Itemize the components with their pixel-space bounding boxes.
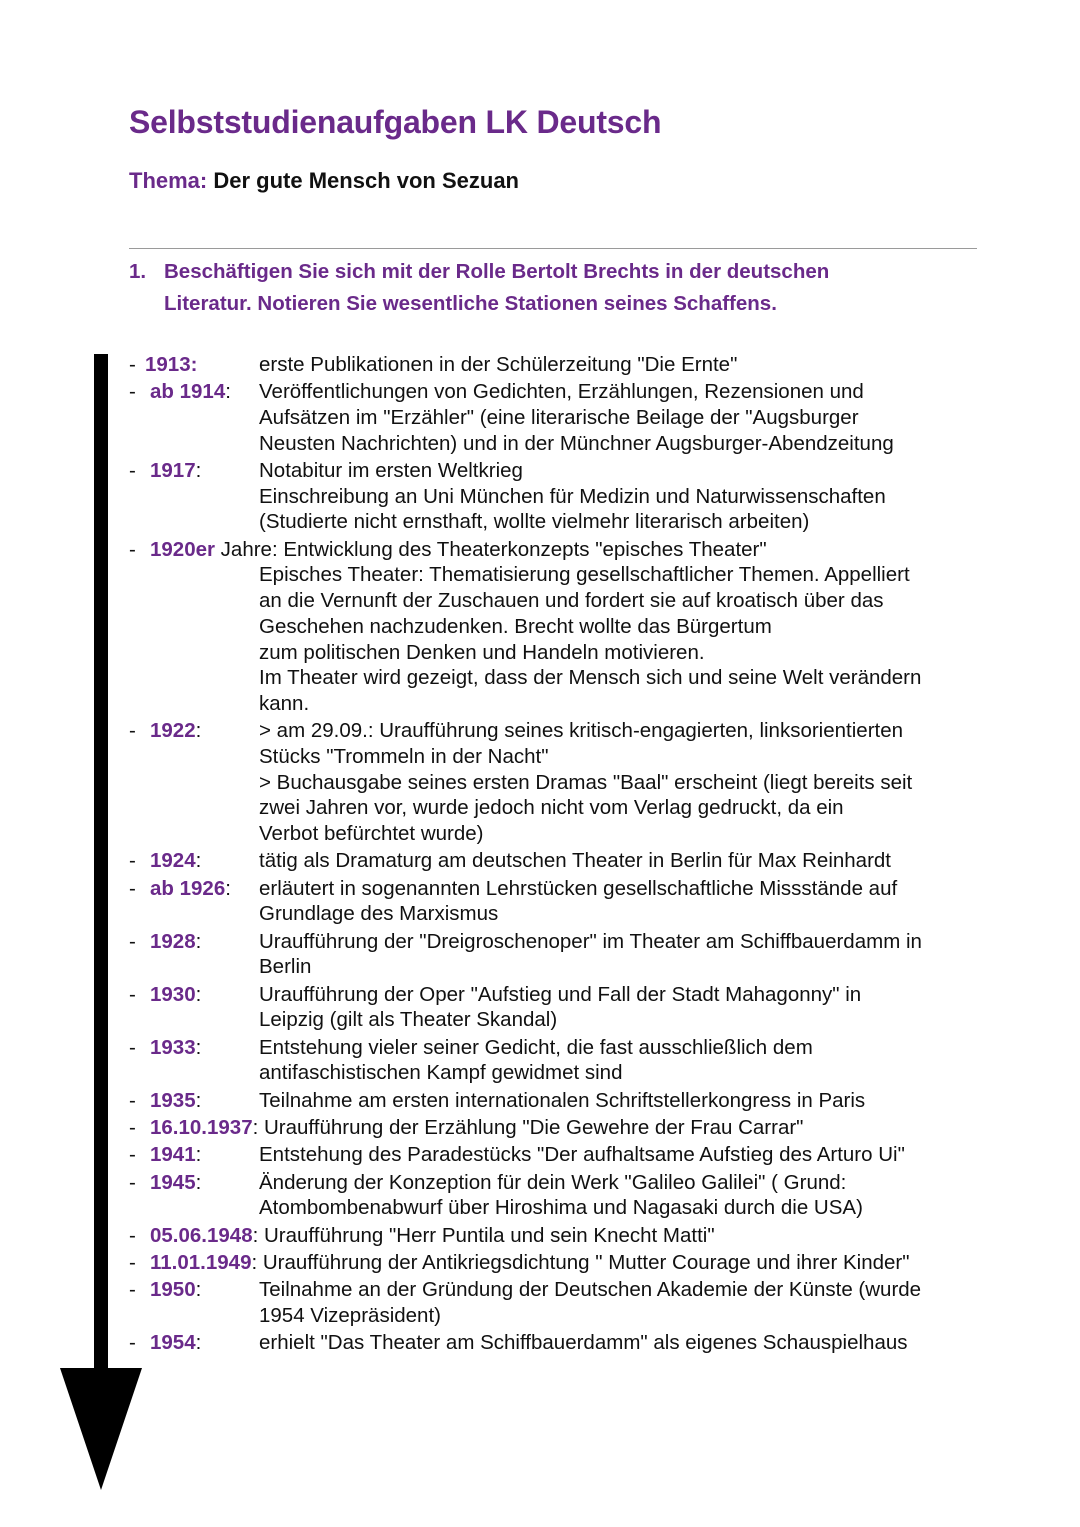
bullet-dash: - (129, 1143, 136, 1167)
arrow-down-icon (60, 1368, 142, 1490)
entry-date: 1945: (150, 1170, 202, 1194)
entry-text: erhielt "Das Theater am Schiffbauerdamm" als eigenes Schauspielhaus (259, 1331, 908, 1355)
entry-date: ab 1914: (150, 380, 231, 404)
entry-text: Neusten Nachrichten) und in der Münchner Augsburger-Abendzeitung (259, 431, 894, 455)
timeline-entry (129, 1223, 989, 1249)
entry-text: : Uraufführung der Antikriegsdichtung " Mutter Courage und ihrer Kinder" (251, 1250, 910, 1274)
entry-date: 1922: (150, 719, 202, 743)
timeline-entry (129, 718, 989, 847)
bullet-dash: - (129, 876, 136, 900)
timeline-entry (129, 1142, 989, 1168)
task-text-line: Beschäftigen Sie sich mit der Rolle Bertolt Brechts in der deutschen (164, 260, 830, 283)
divider (129, 248, 977, 249)
entry-text: Jahre: Entwicklung des Theaterkonzepts "episches Theater" (214, 537, 767, 561)
entry-text: Uraufführung der "Dreigroschenoper" im Theater am Schiffbauerdamm in (259, 929, 922, 953)
entry-date: 1954: (150, 1331, 202, 1355)
subject-line (129, 168, 519, 194)
entry-date: 1941: (150, 1143, 202, 1167)
bullet-dash: - (129, 1035, 136, 1059)
bullet-dash: - (129, 719, 136, 743)
timeline-entry (129, 1115, 989, 1141)
entry-date: 1924: (150, 849, 202, 873)
entry-text: erste Publikationen in der Schülerzeitung "Die Ernte" (259, 353, 738, 376)
entry-date: 16.10.1937 (150, 1115, 253, 1139)
timeline-entry (129, 1277, 989, 1328)
entry-text: Teilnahme am ersten internationalen Schriftstellerkongress in Paris (259, 1088, 866, 1112)
entry-text: zwei Jahren vor, wurde jedoch nicht vom Verlag gedruckt, da ein (259, 796, 844, 820)
bullet-dash: - (129, 353, 136, 376)
entry-text: Veröffentlichungen von Gedichten, Erzählungen, Rezensionen und (259, 380, 864, 404)
task-text-line: Literatur. Notieren Sie wesentliche Stationen seines Schaffens. (164, 292, 777, 315)
entry-text: Entstehung des Paradestücks "Der aufhaltsame Aufstieg des Arturo Ui" (259, 1143, 905, 1167)
bullet-dash: - (129, 1223, 136, 1247)
entry-text: Änderung der Konzeption für dein Werk "Galileo Galilei" ( Grund: (259, 1170, 847, 1194)
timeline-entry (129, 1250, 989, 1276)
entry-text: Geschehen nachzudenken. Brecht wollte das Bürgertum (259, 614, 772, 638)
entry-text: Entstehung vieler seiner Gedicht, die fast ausschließlich dem (259, 1035, 813, 1059)
entry-text: : Uraufführung "Herr Puntila und sein Knecht Matti" (252, 1223, 715, 1247)
entry-text: an die Vernunft der Zuschauen und fordert sie auf kroatisch über das (259, 589, 884, 613)
timeline-entry (129, 352, 989, 378)
entry-date: 1913: (145, 353, 198, 376)
entry-text: zum politischen Denken und Handeln motivieren. (259, 640, 705, 664)
entry-text: > Buchausgabe seines ersten Dramas "Baal" erscheint (liegt bereits seit (259, 770, 913, 794)
timeline-entry (129, 982, 989, 1033)
task-number: 1. (129, 260, 147, 283)
entry-date: 1917: (150, 459, 202, 482)
subject-value: Der gute Mensch von Sezuan (213, 168, 519, 193)
page-title: Selbststudienaufgaben LK Deutsch (129, 104, 662, 140)
bullet-dash: - (129, 1278, 136, 1302)
entry-date: 1920er (150, 537, 215, 561)
timeline-entry (129, 876, 989, 927)
entry-text: Teilnahme an der Gründung der Deutschen Akademie der Künste (wurde (259, 1278, 922, 1302)
bullet-dash: - (129, 849, 136, 873)
bullet-dash: - (129, 459, 136, 482)
bullet-dash: - (129, 929, 136, 953)
bullet-dash: - (129, 982, 136, 1006)
timeline-list (129, 352, 989, 1357)
entry-text: Stücks "Trommeln in der Nacht" (259, 744, 549, 768)
entry-text: Leipzig (gilt als Theater Skandal) (259, 1008, 558, 1032)
timeline-arrow-shaft (94, 354, 108, 1379)
bullet-dash: - (129, 380, 136, 404)
entry-date: 11.01.1949 (150, 1250, 252, 1274)
entry-date: 05.06.1948 (150, 1223, 253, 1247)
bullet-dash: - (129, 1115, 136, 1139)
timeline-entry (129, 1035, 989, 1086)
timeline-entry (129, 458, 989, 535)
timeline-entry (129, 1330, 989, 1356)
entry-text: Episches Theater: Thematisierung gesellschaftlicher Themen. Appelliert (259, 563, 910, 587)
timeline-entry (129, 848, 989, 874)
entry-text: tätig als Dramaturg am deutschen Theater in Berlin für Max Reinhardt (259, 849, 892, 873)
entry-text: Einschreibung an Uni München für Medizin und Naturwissenschaften (259, 484, 886, 508)
entry-text: (Studierte nicht ernsthaft, wollte vielmehr literarisch arbeiten) (259, 510, 810, 534)
entry-text: antifaschistischen Kampf gewidmet sind (259, 1061, 623, 1085)
task-1 (129, 256, 949, 320)
subject-label: Thema: (129, 168, 208, 193)
entry-text: Notabitur im ersten Weltkrieg (259, 459, 523, 482)
timeline-entry (129, 1170, 989, 1221)
entry-text: Uraufführung der Oper "Aufstieg und Fall der Stadt Mahagonny" in (259, 982, 862, 1006)
entry-text: Grundlage des Marxismus (259, 902, 499, 926)
entry-text: Verbot befürchtet wurde) (259, 822, 484, 846)
timeline-entry (129, 1088, 989, 1114)
bullet-dash: - (129, 1331, 136, 1355)
entry-text: erläutert in sogenannten Lehrstücken gesellschaftliche Missstände auf (259, 876, 898, 900)
bullet-dash: - (129, 1250, 136, 1274)
timeline-entry (129, 537, 989, 717)
entry-date: 1950: (150, 1278, 202, 1302)
timeline-entry (129, 379, 989, 456)
timeline-entry (129, 929, 989, 980)
entry-text: kann. (259, 691, 310, 715)
entry-date: 1935: (150, 1088, 202, 1112)
entry-date: 1930: (150, 982, 202, 1006)
entry-date: 1933: (150, 1035, 202, 1059)
entry-date: ab 1926: (150, 876, 231, 900)
entry-text: Atombombenabwurf über Hiroshima und Nagasaki durch die USA) (259, 1196, 863, 1220)
entry-text: 1954 Vizepräsident) (259, 1303, 441, 1327)
bullet-dash: - (129, 537, 136, 561)
bullet-dash: - (129, 1088, 136, 1112)
entry-text: Im Theater wird gezeigt, dass der Mensch sich und seine Welt verändern (259, 666, 922, 690)
bullet-dash: - (129, 1170, 136, 1194)
entry-text: Berlin (259, 955, 312, 979)
entry-text: > am 29.09.: Uraufführung seines kritisch-engagierten, linksorientierten (259, 719, 904, 743)
entry-text: : Uraufführung der Erzählung "Die Gewehre der Frau Carrar" (252, 1115, 804, 1139)
entry-date: 1928: (150, 929, 202, 953)
entry-text: Aufsätzen im "Erzähler" (eine literarische Beilage der "Augsburger (259, 406, 859, 429)
